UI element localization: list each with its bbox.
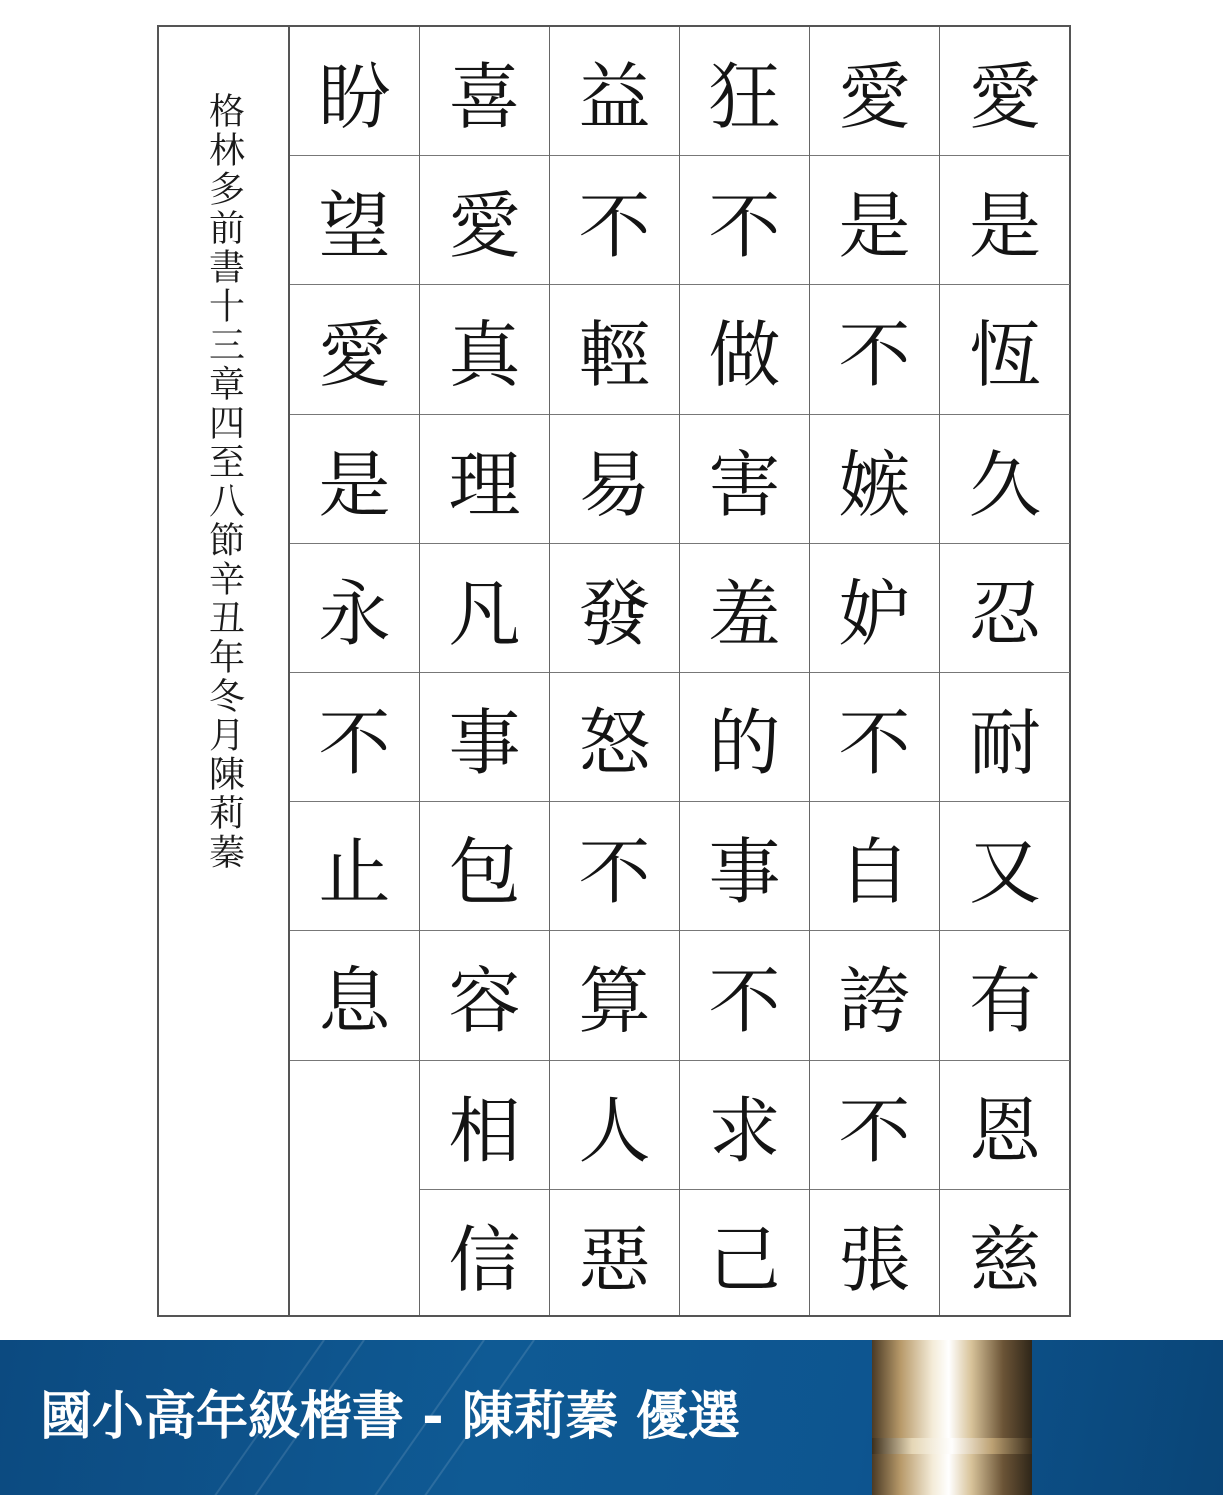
grid-cell: 愛 <box>420 156 549 285</box>
grid-cell: 包 <box>420 802 549 931</box>
grid-cell: 不 <box>550 156 679 285</box>
grid-cell: 羞 <box>680 544 809 673</box>
grid-cell: 是 <box>810 156 939 285</box>
grid-cell: 發 <box>550 544 679 673</box>
award-banner <box>0 1340 1223 1495</box>
grid-cell: 愛 <box>940 27 1070 156</box>
grid-cell: 愛 <box>810 27 939 156</box>
grid-column-6 <box>290 27 420 1315</box>
grid-cell: 誇 <box>810 931 939 1060</box>
grid-cell: 惡 <box>578 1218 651 1303</box>
grid-cell: 求 <box>680 1061 809 1190</box>
grid-cell: 有 <box>940 931 1070 1060</box>
grid-cell: 永 <box>290 544 419 673</box>
grid-column-3 <box>680 27 810 1315</box>
grid-column-1 <box>940 27 1070 1315</box>
grid-cell: 張 <box>838 1218 911 1303</box>
grid-cell: 容 <box>420 931 549 1060</box>
grid-cell: 不 <box>680 156 809 285</box>
grid-cell: 息 <box>290 931 419 1060</box>
signature-text: 格林多前書十三章四至八節辛丑年冬月陳莉蓁 <box>203 92 245 872</box>
grid-cell: 狂 <box>680 27 809 156</box>
grid-cell-empty <box>290 1061 419 1315</box>
grid-cell: 嫉 <box>810 415 939 544</box>
grid-cell: 算 <box>550 931 679 1060</box>
grid-cell: 恆 <box>940 285 1070 414</box>
grid-cell: 己 <box>708 1218 781 1303</box>
grid-cell: 不 <box>810 285 939 414</box>
grid-cell: 不 <box>550 802 679 931</box>
grid-cell: 做 <box>680 285 809 414</box>
grid-cell: 不 <box>680 931 809 1060</box>
grid-cell: 不 <box>290 673 419 802</box>
grid-cell: 不 <box>810 1061 939 1190</box>
grid-cell: 輕 <box>550 285 679 414</box>
grid-sheet <box>157 25 1071 1317</box>
grid-column-5 <box>420 27 550 1315</box>
banner-title: 國小高年級楷書 - 陳莉蓁 優選 <box>40 1387 740 1447</box>
grid-column-4 <box>550 27 680 1315</box>
grid-cell: 凡 <box>420 544 549 673</box>
grid-cell: 怒 <box>550 673 679 802</box>
grid-cell: 忍 <box>940 544 1070 673</box>
grid-cell: 真 <box>420 285 549 414</box>
grid-cell: 耐 <box>940 673 1070 802</box>
grid-cell: 人 <box>550 1061 679 1190</box>
grid-cell: 妒 <box>810 544 939 673</box>
grid-cell: 自 <box>810 802 939 931</box>
grid-cell: 恩 <box>940 1061 1070 1190</box>
grid-cell: 望 <box>290 156 419 285</box>
grid-column-2 <box>810 27 940 1315</box>
grid-cell: 益 <box>550 27 679 156</box>
fountain-pen-image <box>872 1340 1032 1495</box>
grid-cell: 是 <box>940 156 1070 285</box>
grid-cell: 事 <box>680 802 809 931</box>
grid-cell: 愛 <box>290 285 419 414</box>
grid-cell: 喜 <box>420 27 549 156</box>
grid-cell: 又 <box>940 802 1070 931</box>
grid-cell: 的 <box>680 673 809 802</box>
grid-cell: 盼 <box>290 27 419 156</box>
grid-cell: 相 <box>420 1061 549 1190</box>
grid-cell: 不 <box>810 673 939 802</box>
grid-cell: 是 <box>290 415 419 544</box>
grid-cell: 信 <box>448 1218 521 1303</box>
grid-cell: 事 <box>420 673 549 802</box>
signature-column <box>159 27 290 1315</box>
grid-cell: 止 <box>290 802 419 931</box>
grid-cell: 慈 <box>968 1218 1041 1303</box>
grid-cell: 易 <box>550 415 679 544</box>
grid-cell: 害 <box>680 415 809 544</box>
grid-cell: 理 <box>420 415 549 544</box>
grid-cell: 久 <box>940 415 1070 544</box>
pen-ring <box>872 1438 1032 1454</box>
